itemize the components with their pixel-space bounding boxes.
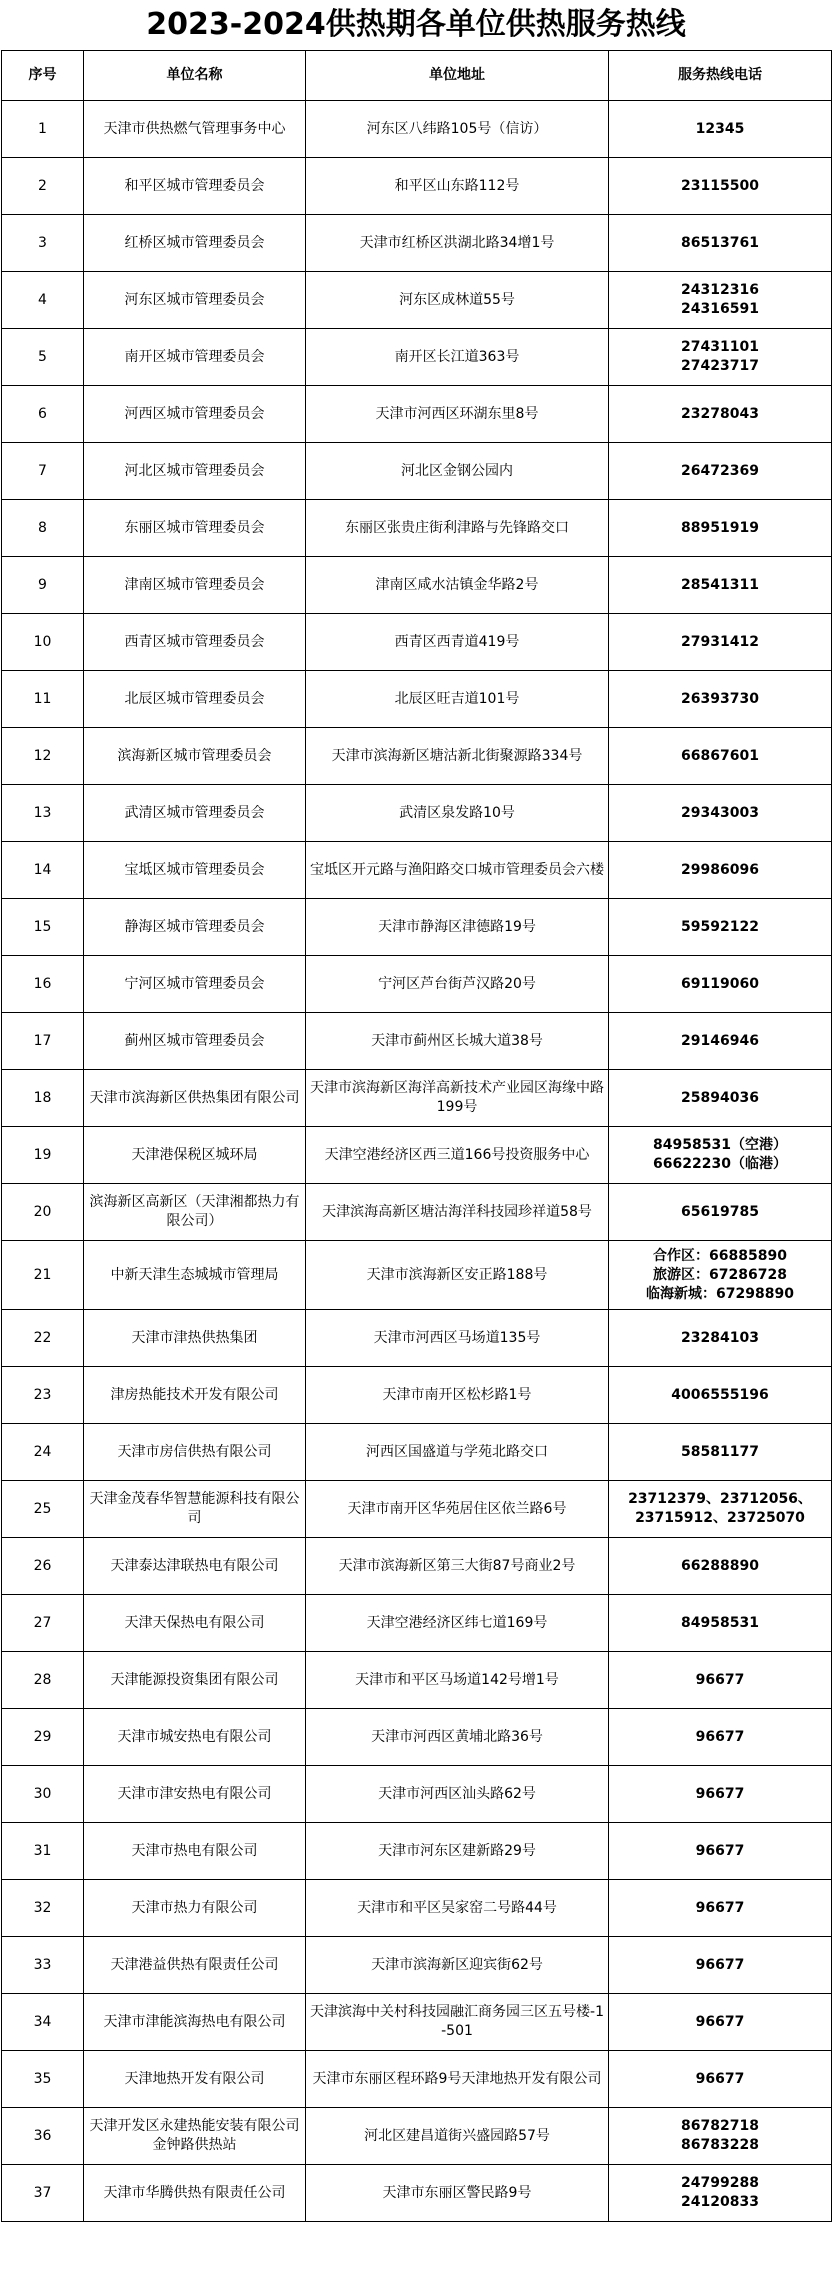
row-num: 28: [2, 1652, 84, 1709]
row-address: 宁河区芦台街芦汉路20号: [306, 956, 609, 1013]
table-row: [2, 614, 832, 671]
table-row: [2, 1880, 832, 1937]
row-phone: [609, 1184, 832, 1241]
phone-line: 65619785: [681, 1203, 759, 1220]
row-num: 14: [2, 842, 84, 899]
row-num: 35: [2, 2051, 84, 2108]
row-unit-name: 津南区城市管理委员会: [84, 557, 306, 614]
row-unit-name: 天津市津安热电有限公司: [84, 1766, 306, 1823]
table-row: [2, 329, 832, 386]
table-row: [2, 1424, 832, 1481]
phone-line: 4006555196: [671, 1386, 769, 1403]
row-address: 天津市红桥区洪湖北路34增1号: [306, 215, 609, 272]
row-address: 和平区山东路112号: [306, 158, 609, 215]
row-phone: [609, 443, 832, 500]
row-unit-name: 天津市津热供热集团: [84, 1310, 306, 1367]
row-phone: [609, 1880, 832, 1937]
table-row: [2, 1937, 832, 1994]
row-unit-name: 和平区城市管理委员会: [84, 158, 306, 215]
row-num: 13: [2, 785, 84, 842]
row-unit-name: 天津市房信供热有限公司: [84, 1424, 306, 1481]
row-address: 河西区国盛道与学苑北路交口: [306, 1424, 609, 1481]
row-unit-name: 天津市供热燃气管理事务中心: [84, 101, 306, 158]
row-num: 24: [2, 1424, 84, 1481]
header-phone: 服务热线电话: [609, 51, 832, 101]
row-phone: [609, 329, 832, 386]
page-title: 2023-2024供热期各单位供热服务热线: [146, 7, 686, 42]
phone-line: 合作区：66885890: [653, 1247, 787, 1264]
row-unit-name: 天津市热电有限公司: [84, 1823, 306, 1880]
phone-line: 29146946: [681, 1032, 759, 1049]
phone-line: 23712379、23712056、: [628, 1491, 812, 1507]
table-row: [2, 500, 832, 557]
phone-line: 96677: [695, 2070, 745, 2087]
phone-line: 86783228: [681, 2137, 759, 2153]
phone-line: 27431101: [681, 339, 759, 355]
phone-line: 96677: [695, 1728, 745, 1745]
row-address: 天津市河西区马场道135号: [306, 1310, 609, 1367]
row-address: 天津市河西区汕头路62号: [306, 1766, 609, 1823]
row-phone: [609, 1481, 832, 1538]
row-phone: [609, 671, 832, 728]
row-address: 天津市南开区华苑居住区依兰路6号: [306, 1481, 609, 1538]
table-row: [2, 899, 832, 956]
phone-line: 23715912、23725070: [635, 1510, 805, 1526]
phone-line: 12345: [695, 120, 745, 137]
table-row: [2, 557, 832, 614]
row-unit-name: 天津市城安热电有限公司: [84, 1709, 306, 1766]
row-num: 23: [2, 1367, 84, 1424]
header-name: 单位名称: [84, 51, 306, 101]
row-unit-name: 天津市津能滨海热电有限公司: [84, 1994, 306, 2051]
row-phone: [609, 1595, 832, 1652]
row-phone: [609, 1367, 832, 1424]
phone-line: 29986096: [681, 861, 759, 878]
row-address: 天津市滨海新区迎宾街62号: [306, 1937, 609, 1994]
row-phone: [609, 1994, 832, 2051]
phone-line: 58581177: [681, 1443, 759, 1460]
phone-line: 69119060: [681, 975, 759, 992]
phone-line: 88951919: [681, 519, 759, 536]
row-phone: [609, 1823, 832, 1880]
row-phone: [609, 500, 832, 557]
table-row: [2, 728, 832, 785]
row-unit-name: 静海区城市管理委员会: [84, 899, 306, 956]
row-num: 32: [2, 1880, 84, 1937]
phone-line: 28541311: [681, 576, 759, 593]
row-address: 宝坻区开元路与渔阳路交口城市管理委员会六楼: [306, 842, 609, 899]
phone-line: 24312316: [681, 282, 759, 298]
table-row: [2, 1538, 832, 1595]
row-phone: [609, 1013, 832, 1070]
phone-line: 26472369: [681, 462, 759, 479]
row-num: 9: [2, 557, 84, 614]
row-phone: [609, 785, 832, 842]
row-phone: [609, 1766, 832, 1823]
row-address: 河东区八纬路105号（信访）: [306, 101, 609, 158]
table-row: [2, 1994, 832, 2051]
row-num: 15: [2, 899, 84, 956]
row-unit-name: 天津泰达津联热电有限公司: [84, 1538, 306, 1595]
row-num: 22: [2, 1310, 84, 1367]
hotline-table: [1, 50, 832, 2222]
row-unit-name: 宝坻区城市管理委员会: [84, 842, 306, 899]
row-unit-name: 武清区城市管理委员会: [84, 785, 306, 842]
row-address: 天津市滨海新区海洋高新技术产业园区海缘中路199号: [306, 1070, 609, 1127]
row-num: 21: [2, 1241, 84, 1310]
row-address: 天津市河西区环湖东里8号: [306, 386, 609, 443]
phone-line: 24316591: [681, 301, 759, 317]
row-num: 18: [2, 1070, 84, 1127]
row-phone: [609, 215, 832, 272]
row-num: 30: [2, 1766, 84, 1823]
table-row: [2, 671, 832, 728]
table-row: [2, 215, 832, 272]
table-row: [2, 2108, 832, 2165]
table-row: [2, 1070, 832, 1127]
row-phone: [609, 101, 832, 158]
phone-line: 84958531（空港）: [653, 1137, 787, 1153]
row-phone: [609, 956, 832, 1013]
row-num: 36: [2, 2108, 84, 2165]
row-address: 天津空港经济区纬七道169号: [306, 1595, 609, 1652]
row-unit-name: 天津天保热电有限公司: [84, 1595, 306, 1652]
row-address: 津南区咸水沽镇金华路2号: [306, 557, 609, 614]
row-num: 10: [2, 614, 84, 671]
row-num: 37: [2, 2165, 84, 2222]
row-address: 天津市滨海新区安正路188号: [306, 1241, 609, 1310]
table-row: [2, 101, 832, 158]
phone-line: 96677: [695, 1956, 745, 1973]
row-unit-name: 蓟州区城市管理委员会: [84, 1013, 306, 1070]
row-unit-name: 天津港保税区城环局: [84, 1127, 306, 1184]
row-address: 天津空港经济区西三道166号投资服务中心: [306, 1127, 609, 1184]
table-row: [2, 2051, 832, 2108]
table-row: [2, 1184, 832, 1241]
table-row: [2, 386, 832, 443]
phone-line: 25894036: [681, 1089, 759, 1106]
header-num: 序号: [2, 51, 84, 101]
row-unit-name: 天津地热开发有限公司: [84, 2051, 306, 2108]
row-phone: [609, 842, 832, 899]
row-address: 河北区建昌道街兴盛园路57号: [306, 2108, 609, 2165]
row-num: 11: [2, 671, 84, 728]
row-phone: [609, 2051, 832, 2108]
table-row: [2, 1823, 832, 1880]
row-address: 天津滨海中关村科技园融汇商务园三区五号楼-1-501: [306, 1994, 609, 2051]
row-num: 26: [2, 1538, 84, 1595]
row-unit-name: 天津市热力有限公司: [84, 1880, 306, 1937]
row-address: 天津市和平区吴家窑二号路44号: [306, 1880, 609, 1937]
phone-line: 86782718: [681, 2118, 759, 2134]
row-phone: [609, 2108, 832, 2165]
phone-line: 24799288: [681, 2175, 759, 2191]
phone-line: 84958531: [681, 1614, 759, 1631]
row-address: 天津市静海区津德路19号: [306, 899, 609, 956]
row-unit-name: 滨海新区高新区（天津湘都热力有限公司）: [84, 1184, 306, 1241]
row-address: 武清区泉发路10号: [306, 785, 609, 842]
row-num: 27: [2, 1595, 84, 1652]
phone-line: 23278043: [681, 405, 759, 422]
row-unit-name: 天津市滨海新区供热集团有限公司: [84, 1070, 306, 1127]
row-unit-name: 河北区城市管理委员会: [84, 443, 306, 500]
row-phone: [609, 158, 832, 215]
row-num: 12: [2, 728, 84, 785]
row-address: 南开区长江道363号: [306, 329, 609, 386]
phone-line: 23284103: [681, 1329, 759, 1346]
row-unit-name: 津房热能技术开发有限公司: [84, 1367, 306, 1424]
row-phone: [609, 1127, 832, 1184]
row-address: 天津滨海高新区塘沽海洋科技园珍祥道58号: [306, 1184, 609, 1241]
header-address: 单位地址: [306, 51, 609, 101]
row-phone: [609, 1241, 832, 1310]
row-unit-name: 南开区城市管理委员会: [84, 329, 306, 386]
phone-line: 旅游区：67286728: [653, 1266, 787, 1283]
row-unit-name: 天津港益供热有限责任公司: [84, 1937, 306, 1994]
row-num: 34: [2, 1994, 84, 2051]
phone-line: 27931412: [681, 633, 759, 650]
phone-line: 24120833: [681, 2194, 759, 2210]
phone-line: 27423717: [681, 358, 759, 374]
table-row: [2, 1241, 832, 1310]
row-num: 29: [2, 1709, 84, 1766]
row-num: 19: [2, 1127, 84, 1184]
table-row: [2, 158, 832, 215]
row-num: 20: [2, 1184, 84, 1241]
phone-line: 23115500: [681, 177, 759, 194]
row-unit-name: 天津市华腾供热有限责任公司: [84, 2165, 306, 2222]
phone-line: 66288890: [681, 1557, 759, 1574]
table-row: [2, 1310, 832, 1367]
table-row: [2, 272, 832, 329]
phone-line: 96677: [695, 1785, 745, 1802]
row-num: 3: [2, 215, 84, 272]
row-unit-name: 北辰区城市管理委员会: [84, 671, 306, 728]
phone-line: 26393730: [681, 690, 759, 707]
row-address: 天津市南开区松杉路1号: [306, 1367, 609, 1424]
row-num: 2: [2, 158, 84, 215]
phone-line: 86513761: [681, 234, 759, 251]
phone-line: 96677: [695, 2013, 745, 2030]
row-phone: [609, 614, 832, 671]
phone-line: 29343003: [681, 804, 759, 821]
table-row: [2, 842, 832, 899]
row-unit-name: 东丽区城市管理委员会: [84, 500, 306, 557]
row-unit-name: 天津开发区永建热能安装有限公司金钟路供热站: [84, 2108, 306, 2165]
row-address: 河东区成林道55号: [306, 272, 609, 329]
row-num: 7: [2, 443, 84, 500]
row-num: 33: [2, 1937, 84, 1994]
phone-line: 96677: [695, 1671, 745, 1688]
row-phone: [609, 1424, 832, 1481]
row-unit-name: 红桥区城市管理委员会: [84, 215, 306, 272]
row-num: 16: [2, 956, 84, 1013]
table-body: [2, 101, 832, 2222]
row-address: 北辰区旺吉道101号: [306, 671, 609, 728]
row-unit-name: 天津金茂春华智慧能源科技有限公司: [84, 1481, 306, 1538]
table-row: [2, 1709, 832, 1766]
row-phone: [609, 899, 832, 956]
row-phone: [609, 386, 832, 443]
row-unit-name: 天津能源投资集团有限公司: [84, 1652, 306, 1709]
row-phone: [609, 1709, 832, 1766]
row-address: 天津市东丽区程环路9号天津地热开发有限公司: [306, 2051, 609, 2108]
phone-line: 59592122: [681, 918, 759, 935]
row-phone: [609, 557, 832, 614]
row-address: 天津市滨海新区第三大街87号商业2号: [306, 1538, 609, 1595]
table-row: [2, 1595, 832, 1652]
table-header-row: [2, 51, 832, 101]
table-row: [2, 1367, 832, 1424]
row-phone: [609, 272, 832, 329]
row-phone: [609, 1937, 832, 1994]
row-num: 25: [2, 1481, 84, 1538]
row-unit-name: 河东区城市管理委员会: [84, 272, 306, 329]
row-phone: [609, 1652, 832, 1709]
row-unit-name: 河西区城市管理委员会: [84, 386, 306, 443]
row-phone: [609, 2165, 832, 2222]
table-row: [2, 2165, 832, 2222]
row-unit-name: 中新天津生态城城市管理局: [84, 1241, 306, 1310]
row-num: 31: [2, 1823, 84, 1880]
table-row: [2, 1127, 832, 1184]
row-address: 天津市河东区建新路29号: [306, 1823, 609, 1880]
table-row: [2, 956, 832, 1013]
phone-line: 96677: [695, 1842, 745, 1859]
row-phone: [609, 728, 832, 785]
phone-line: 96677: [695, 1899, 745, 1916]
row-address: 河北区金钢公园内: [306, 443, 609, 500]
row-num: 8: [2, 500, 84, 557]
row-phone: [609, 1070, 832, 1127]
table-row: [2, 785, 832, 842]
row-num: 4: [2, 272, 84, 329]
row-phone: [609, 1310, 832, 1367]
row-address: 西青区西青道419号: [306, 614, 609, 671]
row-unit-name: 西青区城市管理委员会: [84, 614, 306, 671]
row-unit-name: 滨海新区城市管理委员会: [84, 728, 306, 785]
table-row: [2, 1481, 832, 1538]
row-phone: [609, 1538, 832, 1595]
phone-line: 临海新城：67298890: [646, 1285, 794, 1302]
row-unit-name: 宁河区城市管理委员会: [84, 956, 306, 1013]
row-address: 天津市蓟州区长城大道38号: [306, 1013, 609, 1070]
table-row: [2, 1013, 832, 1070]
row-num: 17: [2, 1013, 84, 1070]
row-num: 6: [2, 386, 84, 443]
row-address: 天津市东丽区警民路9号: [306, 2165, 609, 2222]
row-address: 天津市和平区马场道142号增1号: [306, 1652, 609, 1709]
table-row: [2, 1766, 832, 1823]
table-row: [2, 1652, 832, 1709]
table-row: [2, 443, 832, 500]
phone-line: 66867601: [681, 747, 759, 764]
row-address: 东丽区张贵庄街利津路与先锋路交口: [306, 500, 609, 557]
phone-line: 66622230（临港）: [653, 1156, 787, 1172]
row-num: 1: [2, 101, 84, 158]
row-address: 天津市河西区黄埔北路36号: [306, 1709, 609, 1766]
row-address: 天津市滨海新区塘沽新北街聚源路334号: [306, 728, 609, 785]
row-num: 5: [2, 329, 84, 386]
